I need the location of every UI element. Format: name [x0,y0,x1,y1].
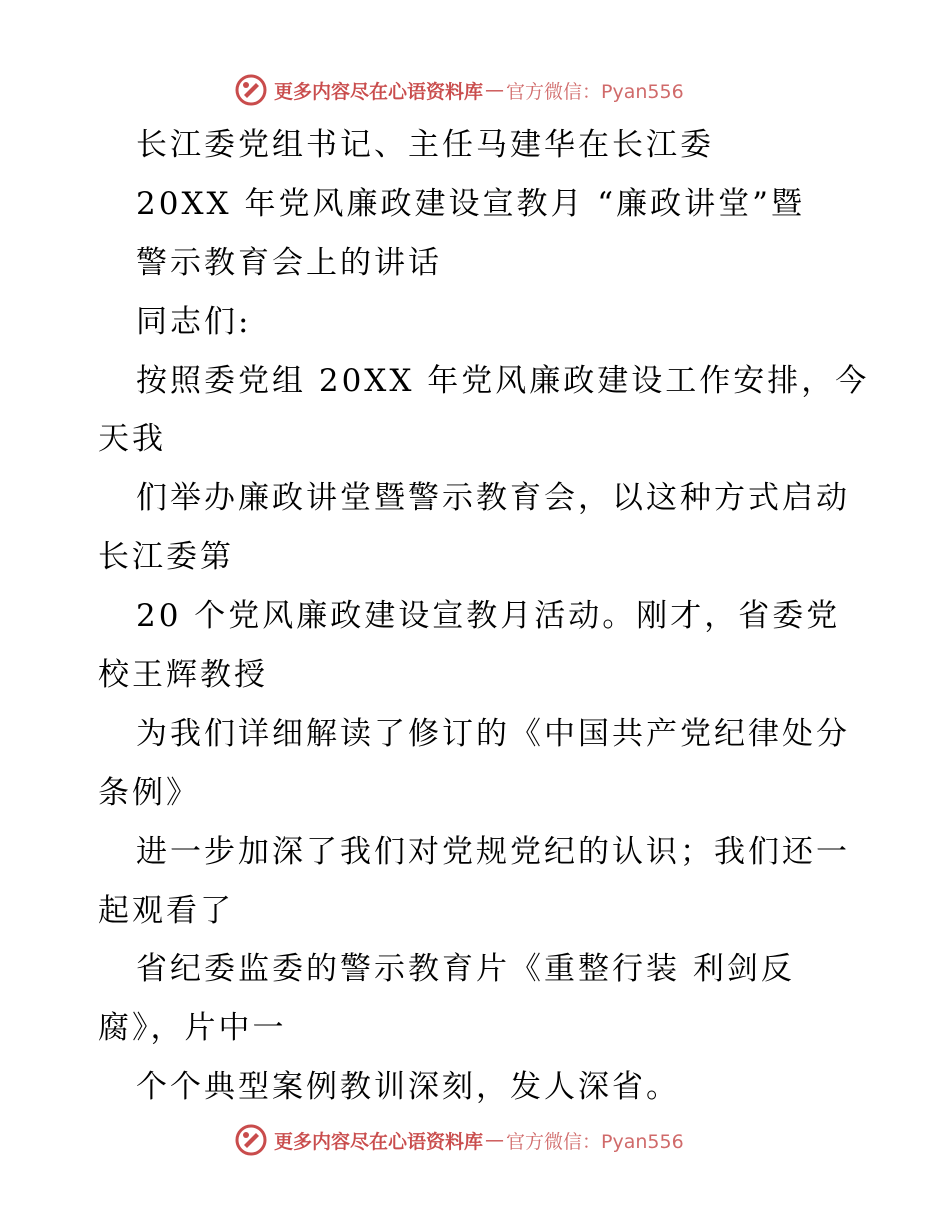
text-line: 长江委第 [98,539,234,576]
logo-icon [234,1123,268,1157]
watermark-contact: 官方微信：Pyan556 [506,80,684,103]
text-line: 条例》 [98,774,200,811]
text-line: 警示教育会上的讲话 [136,244,442,281]
watermark-contact: 官方微信：Pyan556 [506,1130,684,1153]
text-line: 腐》，片中一 [98,1010,287,1047]
text-line: 校王辉教授 [98,657,268,694]
text-line: 个个典型案例教训深刻，发人深省。 [136,1069,680,1106]
watermark-header [234,73,684,107]
text-line: 长江委党组书记、主任马建华在长江委 [136,127,714,163]
watermark-footer [234,1123,684,1157]
text-line: 进一步加深了我们对党规党纪的认识；我们还一 [136,833,850,870]
text-line: 按照委党组 20XX 年党风廉政建设工作安排，今 [136,362,870,399]
watermark-main-text: 更多内容尽在心语资料库 [274,80,484,103]
text-line: 天我 [98,421,166,458]
watermark-dash: — [485,1129,505,1151]
text-line: 们举办廉政讲堂暨警示教育会，以这种方式启动 [136,480,850,517]
text-line: 20XX 年党风廉政建设宣教月 “廉政讲堂”暨 [136,185,805,222]
document-body [98,116,868,1117]
watermark-dash: — [485,79,505,101]
text-line: 省纪委监委的警示教育片《重整行装 利剑反 [136,951,795,988]
logo-icon [234,73,268,107]
text-line: 同志们: [136,303,252,340]
text-line: 20 个党风廉政建设宣教月活动。刚才，省委党 [136,598,841,635]
text-line: 为我们详细解读了修订的《中国共产党纪律处分 [136,715,850,752]
text-line: 起观看了 [98,892,234,929]
watermark-main-text: 更多内容尽在心语资料库 [274,1130,484,1153]
